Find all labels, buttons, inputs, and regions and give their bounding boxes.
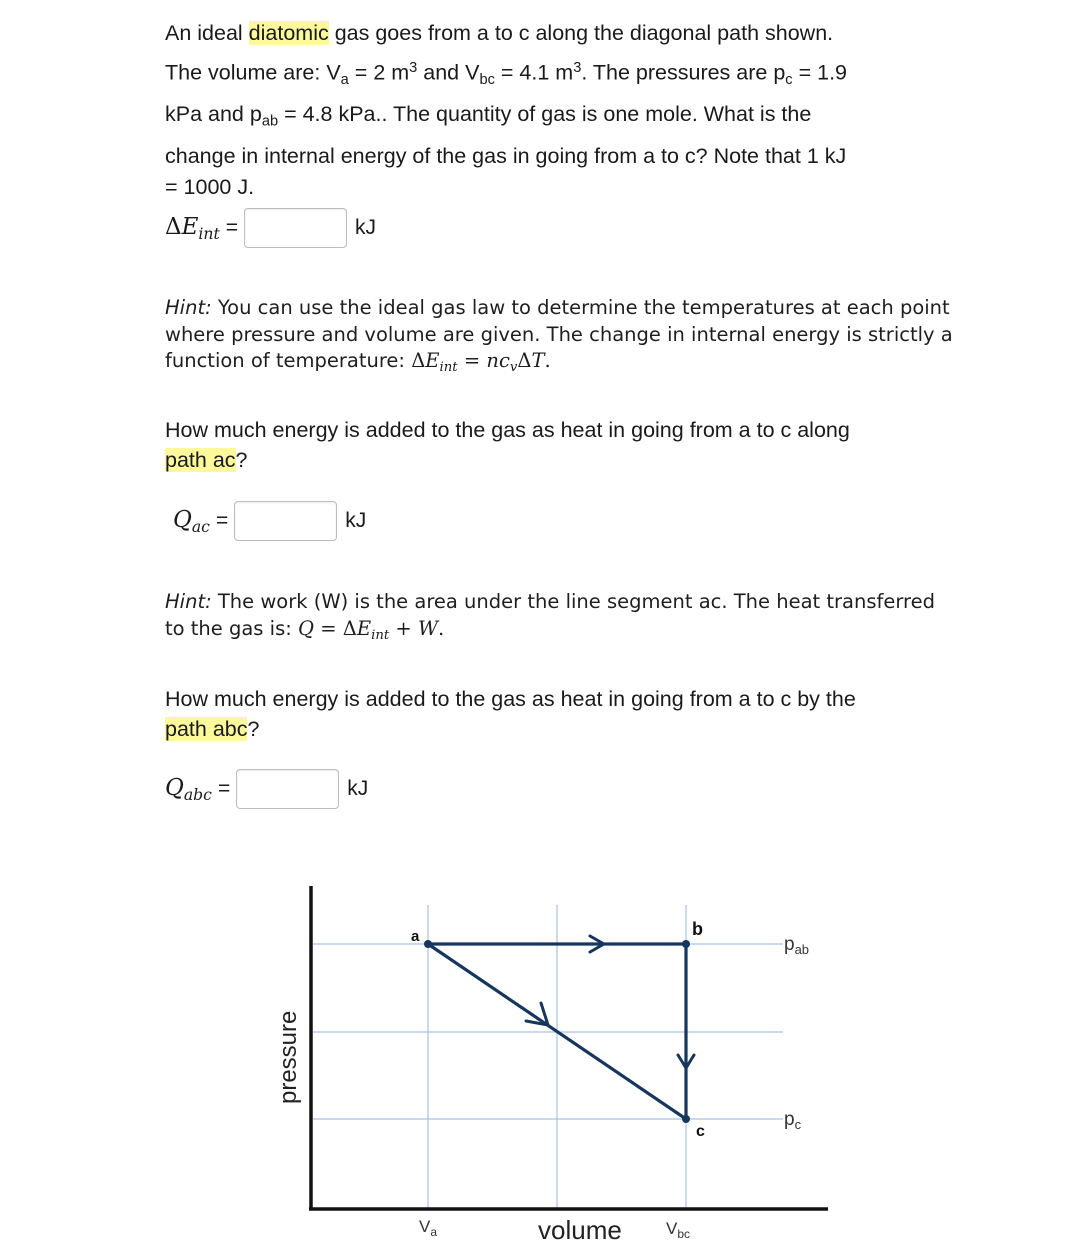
p-ab-label: $p_{ab}$	[784, 934, 810, 957]
delta-e-input[interactable]	[244, 208, 347, 248]
grid	[313, 905, 783, 1208]
hint-2-line-2: to the gas is: $Q = \Delta E_{int} + W$.	[165, 616, 445, 643]
point-a-label: a	[411, 928, 420, 945]
problem-statement	[165, 16, 955, 200]
q-abc-unit: kJ	[347, 777, 369, 800]
answer-row-q-ac	[165, 498, 366, 544]
problem-line-5: = 1000 J.	[165, 174, 255, 199]
point-b-label: b	[692, 919, 703, 939]
y-axis-title: pressure	[275, 1010, 302, 1104]
point-c-label: c	[696, 1123, 705, 1140]
p-c-label: $p_c$	[784, 1109, 802, 1132]
delta-e-unit: kJ	[355, 216, 377, 239]
hint-2-label: Hint:	[165, 590, 212, 613]
q-abc-input[interactable]	[236, 769, 339, 809]
answer-row-q-abc	[165, 766, 368, 812]
x-axis-title: volume	[538, 1215, 622, 1245]
question-2-line-2: path ac?	[165, 448, 248, 472]
hint-1	[165, 295, 965, 382]
point-b-marker	[682, 940, 690, 948]
v-a-label: $V_a$	[419, 1217, 438, 1239]
question-3	[165, 684, 955, 744]
v-bc-label: $V_{bc}$	[666, 1219, 691, 1241]
problem-line-3: kPa and $p_{ab} = 4.8$ kPa.. The quantity of gas is one mole. What is the	[165, 101, 812, 130]
question-2	[165, 415, 955, 475]
answer-row-delta-e	[165, 205, 376, 251]
hint-1-line-2: where pressure and volume are given. The change in internal energy is strictly a	[165, 322, 953, 346]
equals-sign: =	[215, 509, 229, 532]
equals-sign: =	[217, 777, 231, 800]
equals-sign: =	[225, 216, 239, 239]
q-ac-input[interactable]	[234, 501, 337, 541]
hint-1-line-3: function of temperature: $\Delta E_{int} = nc_v\Delta T$.	[165, 349, 551, 376]
q-ac-label: $Q_{ac}$	[173, 506, 210, 536]
question-3-line-1: How much energy is added to the gas as heat in going from a to c by the	[165, 687, 856, 711]
question-3-line-2: path abc?	[165, 717, 260, 741]
highlight-path-abc: path abc	[165, 717, 248, 741]
q-abc-label: $Q_{abc}$	[165, 774, 212, 804]
hint-2-line-1: Hint: The work (W) is the area under the line segment ac. The heat transferred	[165, 590, 936, 613]
question-2-line-1: How much energy is added to the gas as heat in going from a to c along	[165, 418, 850, 442]
hint-1-line-1: Hint: You can use the ideal gas law to determine the temperatures at each point	[165, 296, 950, 319]
point-c-marker	[682, 1115, 690, 1123]
point-a-marker	[424, 940, 432, 948]
q-ac-unit: kJ	[345, 509, 367, 532]
pv-diagram	[0, 860, 1068, 1260]
highlight-diatomic: diatomic	[248, 21, 329, 45]
problem-line-1: An ideal diatomic gas goes from a to c along the diagonal path shown.	[165, 21, 834, 45]
highlight-path-ac: path ac	[165, 448, 236, 472]
problem-line-2: The volume are: $V_a = 2$ $m^3$ and $V_{bc} = 4.1$ $m^3$. The pressures are $p_c = 1.9$	[165, 59, 847, 88]
path-arrows	[526, 936, 694, 1068]
delta-e-label: $\Delta E_{int}$	[165, 213, 220, 243]
hint-2	[165, 589, 965, 649]
problem-line-4: change in internal energy of the gas in going from a to c? Note that 1 kJ	[165, 144, 847, 169]
hint-1-label: Hint:	[165, 296, 212, 319]
